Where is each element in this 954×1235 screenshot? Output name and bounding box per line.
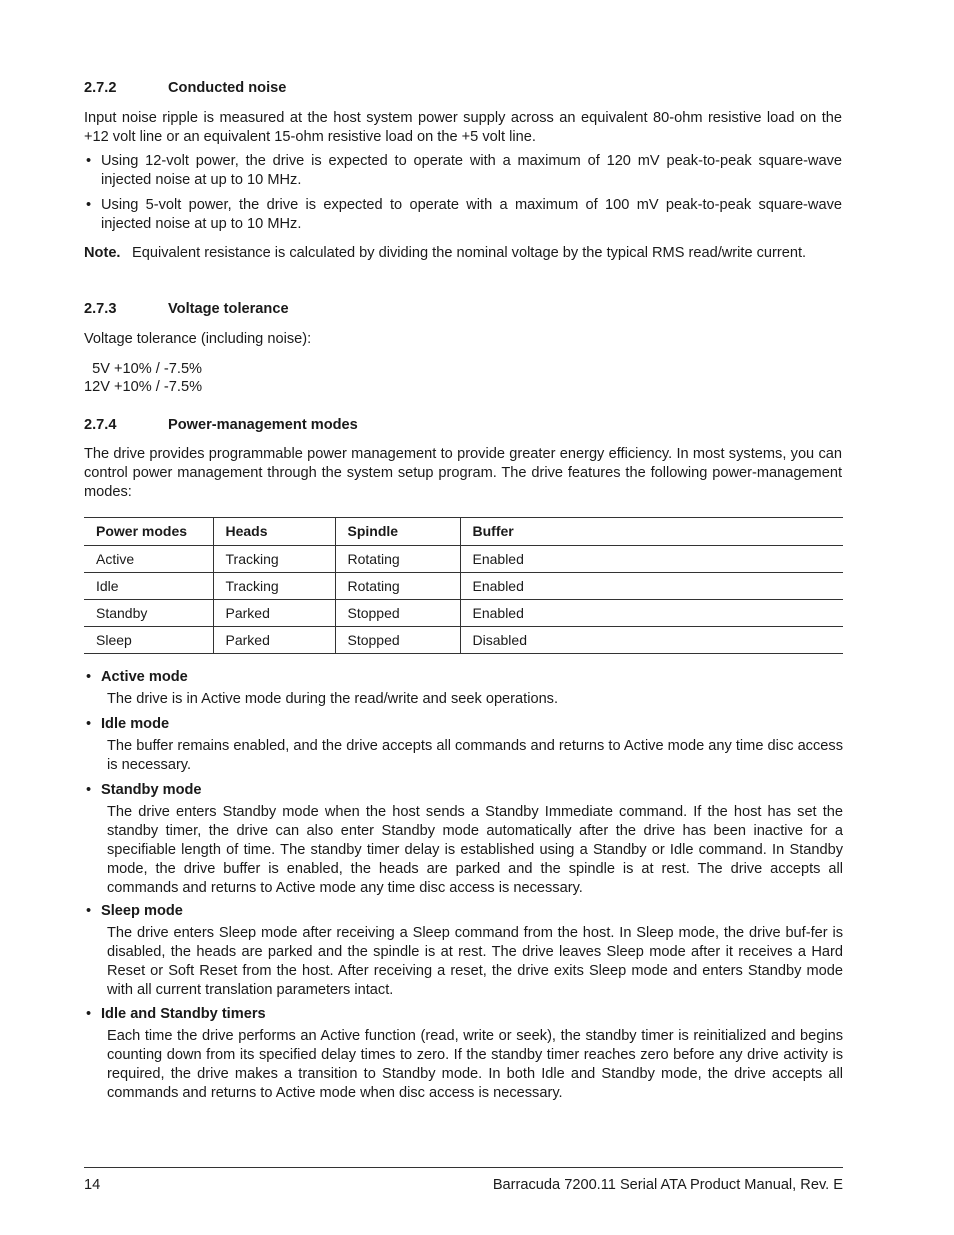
noise-bullet [84,196,842,234]
table-row [84,573,843,600]
bullet-dot: • [86,903,92,919]
table-cell: Parked [213,600,335,627]
tolerance-line-5v: 5V +10% / -7.5% [84,361,203,377]
section-number: 2.7.4 [84,417,117,433]
noise-intro: Input noise ripple is measured at the host system power supply across an equivalent 80-ohm resistive load on the +12 volt line or an equivalent 15-ohm resistive load on the +5 volt line. [84,110,842,145]
section-title: Power-management modes [168,417,358,433]
bullet-text: Using 12-volt power, the drive is expected to operate with a maximum of 120 mV peak-to-peak square-wave injected noise at up to 10 MHz. [101,153,842,188]
mode-item-timers [84,1005,843,1103]
footer-page-number: 14 [84,1177,101,1193]
table-cell: Parked [213,627,335,654]
mode-title: Sleep mode [101,903,183,919]
bullet-dot: • [86,716,92,732]
section-heading-power-management [84,416,358,435]
bullet-text: Using 5-volt power, the drive is expected to operate with a maximum of 100 mV peak-to-peak square-wave injected noise at up to 10 MHz. [101,197,842,232]
note [84,244,820,263]
table-cell: Sleep [84,627,213,654]
table-row [84,627,843,654]
bullet-dot: • [86,669,92,685]
bullet-dot: • [86,782,92,798]
mode-title: Idle mode [101,716,170,732]
noise-bullet [84,152,842,190]
mode-item-idle [84,715,843,775]
section-number: 2.7.3 [84,301,117,317]
table-cell: Rotating [335,546,460,573]
section-number: 2.7.2 [84,80,117,96]
table-cell: Enabled [460,600,843,627]
mode-description: The drive enters Sleep mode after receiving a Sleep command from the host. In Sleep mode, the drive buf-fer is disabled, the heads are parked and the spindle is at rest. The drive leaves Sleep mode after it receives a Hard Reset or Soft Reset from the host. After receiving a reset, the drive exits Sleep mode and enters Standby mode with all current translation parameters intact. [107,925,843,998]
table-header-row [84,518,843,546]
mode-title: Idle and Standby timers [101,1006,266,1022]
mode-description: Each time the drive performs an Active function (read, write or seek), the standby timer is reinitialized and begins counting down from its specified delay times to zero. If the standby timer reaches zero before any drive activity is required, the drive makes a transition to Standby mode. In both Idle and Standby mode, the drive accepts all commands and returns to Active mode when disc access is necessary. [107,1028,843,1101]
mode-title: Active mode [101,669,188,685]
note-text: Equivalent resistance is calculated by dividing the nominal voltage by the typical RMS read/write current. [132,245,807,261]
section-title: Conducted noise [168,80,287,96]
power-intro: The drive provides programmable power management to provide greater energy efficiency. In most systems, you can control power management through the system setup program. The drive features the following power-management modes: [84,446,842,500]
mode-title: Standby mode [101,782,202,798]
table-cell: Enabled [460,573,843,600]
section-heading-voltage-tolerance [84,300,289,319]
footer-document-title: Barracuda 7200.11 Serial ATA Product Manual, Rev. E [492,1177,843,1193]
footer-divider [84,1167,843,1168]
table-cell: Active [84,546,213,573]
table-cell: Tracking [213,573,335,600]
note-label: Note. [84,245,121,261]
mode-description: The drive is in Active mode during the read/write and seek operations. [107,691,559,707]
bullet-dot: • [86,197,92,213]
section-title: Voltage tolerance [168,301,289,317]
table-cell: Rotating [335,573,460,600]
table-cell: Idle [84,573,213,600]
table-cell: Enabled [460,546,843,573]
table-header-cell: Spindle [335,518,460,546]
table-row [84,600,843,627]
mode-item-standby [84,781,843,898]
table-cell: Tracking [213,546,335,573]
mode-item-sleep [84,902,843,1000]
table-row [84,546,843,573]
table-cell: Stopped [335,600,460,627]
bullet-dot: • [86,153,92,169]
tolerance-intro: Voltage tolerance (including noise): [84,331,312,347]
table-header-cell: Heads [213,518,335,546]
table-cell: Disabled [460,627,843,654]
power-modes-table [84,517,843,654]
table-header-cell: Buffer [460,518,843,546]
table-header-cell: Power modes [84,518,213,546]
table-cell: Standby [84,600,213,627]
tolerance-line-12v: 12V +10% / -7.5% [84,379,203,395]
mode-description: The buffer remains enabled, and the drive accepts all commands and returns to Active mode any time disc access is necessary. [107,738,843,773]
bullet-dot: • [86,1006,92,1022]
table-cell: Stopped [335,627,460,654]
section-heading-conducted-noise [84,79,286,98]
mode-description: The drive enters Standby mode when the host sends a Standby Immediate command. If the host has set the standby timer, the drive can also enter Standby mode automatically after the drive has been inactive for a specifiable length of time. The standby timer delay is established using a Standby or Idle command. In Standby mode, the drive buffer is enabled, the heads are parked and the spindle is at rest. The drive accepts all commands and returns to Active mode any time disc access is necessary. [107,804,843,896]
mode-item-active [84,668,843,709]
